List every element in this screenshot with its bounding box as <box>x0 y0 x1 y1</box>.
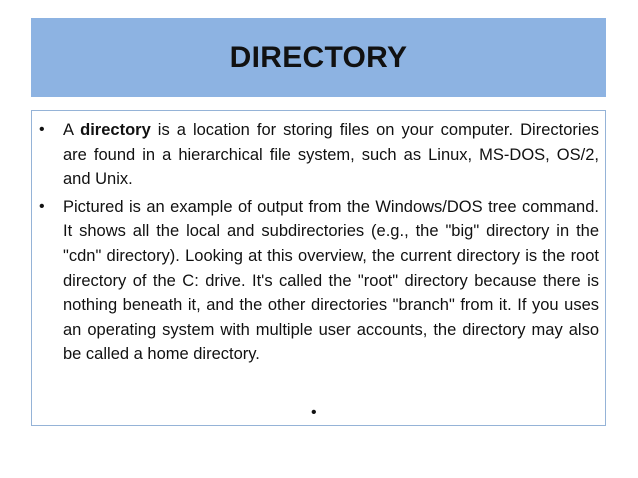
empty-bullet-dot-icon: • <box>311 404 317 421</box>
bullet-dot-icon: • <box>39 121 45 138</box>
title-bar <box>31 18 606 97</box>
bullet-item-1 <box>32 118 605 192</box>
bullet-text-1 <box>63 121 599 188</box>
bullet-dot-icon: • <box>39 197 45 215</box>
bullet-text-2: Pictured is an example of output from the Windows/DOS tree command. It shows all the local and subdirectories (e.g., the "big" directory in the "cdn" directory). Looking at this overview, the current directory is the root directory of the C: drive. It's called the "root" directory because there is nothing beneath it, and the other directories "branch" from it. If you uses an operating system with multiple user accounts, the directory may also be called a home directory. <box>63 197 599 364</box>
bullet-list <box>32 118 605 370</box>
bullet-item-2 <box>32 195 605 367</box>
bullet-1-rest: is a location for storing files on your computer. Directories are found in a hierarchical file system, such as Linux, MS-DOS, OS/2, and Unix. <box>63 121 599 189</box>
content-box <box>31 110 606 426</box>
bullet-1-prefix: A <box>63 121 81 139</box>
bullet-1-bold-term: directory <box>80 121 151 139</box>
slide-title: DIRECTORY <box>229 40 408 74</box>
